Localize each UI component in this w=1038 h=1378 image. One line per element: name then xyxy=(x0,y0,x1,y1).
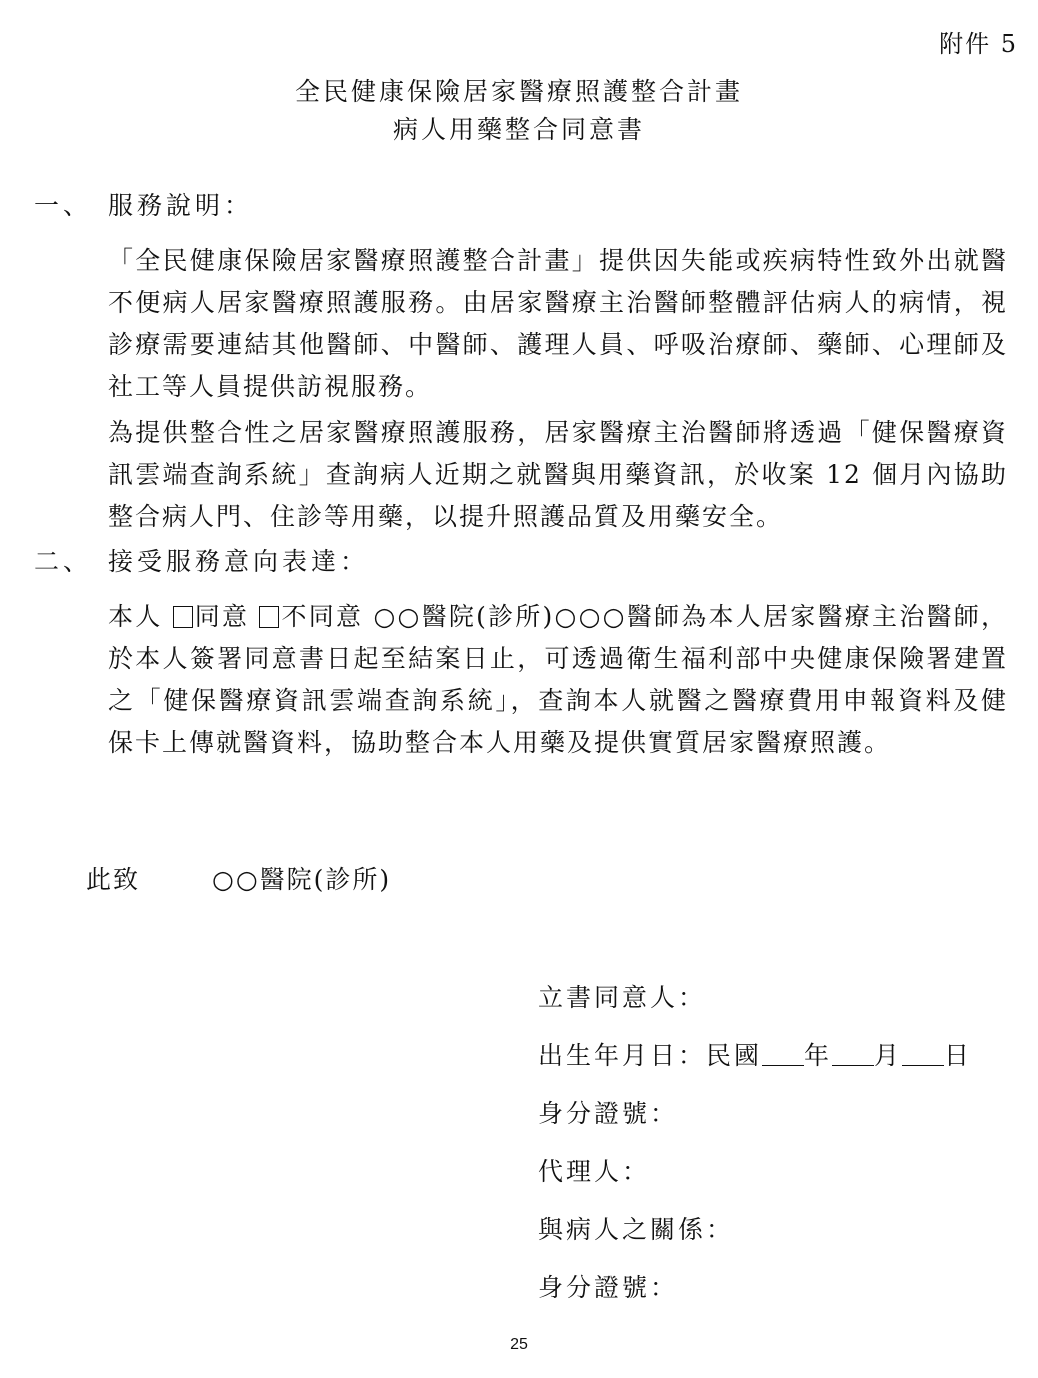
day-blank[interactable] xyxy=(902,1043,944,1066)
dob-label: 出生年月日：民國 xyxy=(538,1041,763,1070)
day-label: 日 xyxy=(944,1041,973,1070)
agree-label: 同意 xyxy=(194,602,250,631)
agree-checkbox[interactable] xyxy=(173,606,193,628)
month-label: 月 xyxy=(874,1041,903,1070)
closing-phrase: 此致 xyxy=(86,865,141,894)
section-2-number: 二、 xyxy=(34,547,93,576)
section-1-number: 一、 xyxy=(34,191,93,220)
month-blank[interactable] xyxy=(832,1043,874,1066)
year-label: 年 xyxy=(804,1041,833,1070)
section-2-heading xyxy=(34,542,369,578)
section-1-title: 服務說明： xyxy=(108,191,254,220)
section-1-paragraph-2: 為提供整合性之居家醫療照護服務，居家醫療主治醫師將透過「健保醫療資訊雲端查詢系統」查詢病人近期之就醫與用藥資訊，於收案 12 個月內協助整合病人門、住診等用藥，以提升照護品質及用藥安全。 xyxy=(108,418,1008,531)
section-2-paragraph xyxy=(108,596,1008,764)
signer-field[interactable]: 立書同意人： xyxy=(538,983,707,1012)
id-number-field[interactable]: 身分證號： xyxy=(538,1099,679,1128)
attachment-label: 附件 5 xyxy=(939,30,1018,58)
consent-body: ○○醫院(診所)○○○醫師為本人居家醫療主治醫師，於本人簽署同意書日起至結案日止，可透過衛生福利部中央健康保險署建置之「健保醫療資訊雲端查詢系統」，查詢本人就醫之醫療費用申報資料及健保卡上傳就醫資料，協助整合本人用藥及提供實質居家醫療照護。 xyxy=(108,602,1008,757)
relation-field[interactable]: 與病人之關係： xyxy=(538,1215,735,1244)
document-title: 全民健康保險居家醫療照護整合計畫 xyxy=(294,77,743,106)
disagree-label: 不同意 xyxy=(281,602,364,631)
year-blank[interactable] xyxy=(762,1043,804,1066)
closing-line xyxy=(86,860,391,896)
agent-field[interactable]: 代理人： xyxy=(538,1157,651,1186)
page-number: 25 xyxy=(510,1336,528,1353)
agent-id-number-field[interactable]: 身分證號： xyxy=(538,1273,679,1302)
section-2-title: 接受服務意向表達： xyxy=(108,547,370,576)
document-subtitle: 病人用藥整合同意書 xyxy=(392,115,645,144)
dob-field[interactable] xyxy=(538,1036,972,1072)
section-1-paragraph-1: 「全民健康保險居家醫療照護整合計畫」提供因失能或疾病特性致外出就醫不便病人居家醫療照護服務。由居家醫療主治醫師整體評估病人的病情，視診療需要連結其他醫師、中醫師、護理人員、呼吸治療師、藥師、心理師及社工等人員提供訪視服務。 xyxy=(108,246,1008,401)
consent-prefix: 本人 xyxy=(108,602,163,631)
closing-recipient: ○○醫院(診所) xyxy=(212,865,392,894)
section-1-heading xyxy=(34,186,253,222)
disagree-checkbox[interactable] xyxy=(259,606,279,628)
